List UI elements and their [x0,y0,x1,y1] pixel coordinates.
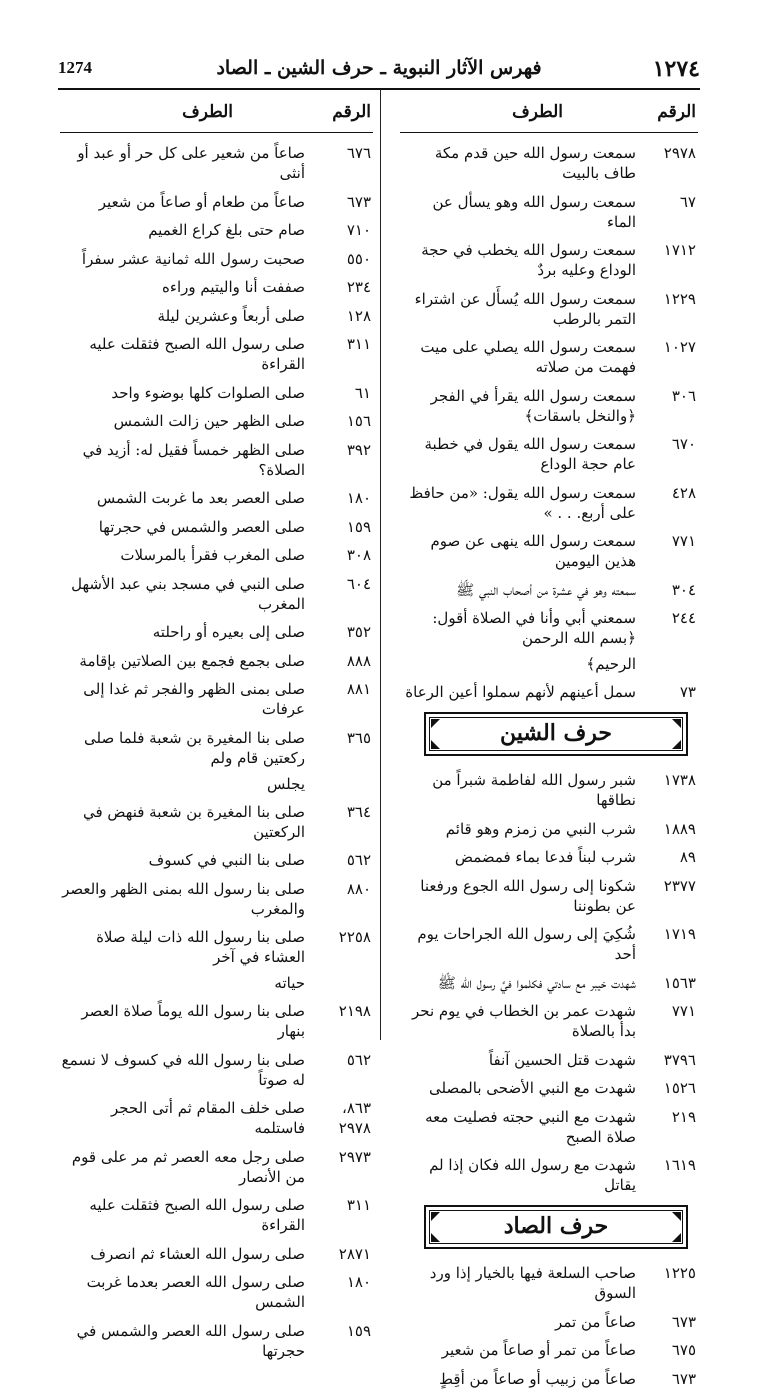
index-entry [400,608,698,674]
index-entry [60,192,373,212]
entry-text-wrap [60,1098,319,1138]
entry-number: ١٢٢٩ [663,289,696,308]
index-entry [60,879,373,919]
entry-text: صلى رسول الله العصر والشمس في حجرتها [76,1321,305,1360]
entry-text: صلى خلف المقام ثم أتى الحجر فاستلمه [110,1099,305,1137]
index-entry [60,850,373,870]
entry-number: ١٧٣٨ [663,771,696,789]
entry-number: ٣٦٥ [346,728,371,747]
entry-text-wrap [400,337,650,377]
entry-text: صلى الصلوات كلها بوضوء واحد [111,383,305,402]
entry-text-wrap [400,608,650,674]
index-entry [400,1050,698,1070]
entry-text: صلى رسول الله الصبح فثقلت عليه القراءة [89,335,305,373]
entry-text-wrap [400,240,650,280]
index-entry [60,249,373,269]
index-entry [60,143,373,183]
entry-text: سمعت رسول الله يقول في خطبة عام حجة الوداع [424,435,636,473]
index-entry [400,924,698,964]
entry-number: ١٨٨٩ [663,819,696,838]
entry-text: سمعت رسول الله يصلي على ميت فهمت من صلاته [420,338,636,376]
entry-text-wrap [400,580,650,600]
entry-number: ٣٠٦ [671,386,696,405]
entry-text-wrap [60,622,319,642]
entry-text-wrap [60,334,319,374]
right-entries-shin [400,770,698,1195]
entry-text-wrap [400,483,650,523]
index-entry [60,1195,373,1235]
entry-text-wrap [60,306,319,326]
entry-number: ٣١١ [346,1196,371,1214]
index-entry [400,337,698,377]
entry-text-wrap [60,1001,319,1041]
index-entry [400,819,698,839]
entry-number: ٨٨٨ [346,651,371,670]
index-entry [400,973,698,993]
entry-number: ٣٠٨ [346,546,371,564]
index-entry [400,1001,698,1041]
entry-text: صلى المغرب فقرأ بالمرسلات [120,546,305,564]
index-entry [400,1155,698,1195]
entry-number: ٥٥٠ [346,249,371,268]
index-entry [400,1340,698,1360]
entry-text-wrap [400,1001,650,1041]
index-entry [60,517,373,537]
entry-number: ٢١٩٨ [338,1002,371,1020]
entry-number: ٦٧٥ [671,1341,696,1359]
entry-text: صلى العصر والشمس في حجرتها [98,517,305,536]
column-divider [380,90,381,1040]
section-heading-sad [424,1205,688,1249]
entry-number: ٦٠٤ [346,574,371,593]
entry-text-continuation: الرحيم﴾ [586,655,636,673]
entry-number: ٣٧٩٦ [663,1050,696,1069]
entry-number: ٦٧٣ [346,192,371,211]
entry-text-wrap [60,143,319,183]
entry-number: ٣٩٢ [346,440,371,459]
entry-text: شهدت مع النبي الأضحى بالمصلى [429,1079,636,1097]
entry-text: سمعت رسول الله يُسأَل عن اشتراء التمر بالرطب [414,289,636,328]
entry-number: ١٨٠ [346,489,371,507]
entry-number: ٦٧٣ [671,1312,696,1331]
entry-text-continuation: حياته [274,974,305,992]
entry-text: صلى بنا النبي في كسوف [148,851,305,869]
entry-text-wrap [60,1244,319,1264]
entry-text: شهدت مع النبي حجته فصليت معه صلاة الصبح [425,1107,636,1146]
entry-number: ٧٧١ [671,1002,696,1020]
entry-number: ٢٩٧٨ [663,144,696,162]
header-rule [58,88,700,90]
index-entry [60,574,373,614]
entry-text-wrap [60,651,319,671]
entry-number: ١٧١٩ [663,925,696,943]
entry-text-wrap [400,531,650,571]
entry-text-wrap [60,1321,319,1361]
entry-text-continuation: يجلس [267,774,305,793]
running-title: فهرس الآثار النبوية ـ حرف الشين ـ الصاد [216,57,542,79]
page-header [58,56,700,88]
index-entry [60,802,373,842]
entry-text-wrap [60,277,319,297]
index-entry [400,682,698,702]
entry-text-wrap [60,1195,319,1235]
entry-number: ٢٣٤ [346,278,371,296]
entry-number: ٤٢٨ [671,483,696,502]
entry-text: صلى النبي في مسجد بني عبد الأشهل المغرب [71,574,305,613]
entry-number: ٦٧٣ [671,1369,696,1388]
section-title: حرف الصاد [503,1213,609,1239]
index-entry [60,1050,373,1090]
entry-text-wrap [60,411,319,431]
entry-text: سمعت رسول الله يقرأ في الفجر ﴿والنخل باسقات﴾ [430,386,636,425]
index-entry [400,531,698,571]
left-column-header [60,92,373,133]
entry-text: صلى بجمع فجمع بين الصلاتين بإقامة [79,651,305,670]
entry-number: ٣٥٢ [346,623,371,641]
entry-text: سمعت رسول الله يخطب في حجة الوداع وعليه بردٌ [421,241,636,279]
entry-text: صاعاً من تمر أو صاعاً من شعير [441,1341,636,1359]
index-entry [60,220,373,240]
index-entry [60,306,373,326]
entry-number: ٦١ [354,383,371,402]
index-entry [60,277,373,297]
entry-number: ١٨٠ [346,1273,371,1291]
index-entry [60,383,373,403]
entry-text: صلى بنا المغيرة بن شعبة فنهض في الركعتين [82,802,305,841]
index-entry [400,434,698,474]
index-entry [60,440,373,480]
entry-text-wrap [400,1107,650,1147]
entry-number: ٢١٩ [671,1107,696,1126]
index-entry [60,334,373,374]
entry-text-wrap [400,1312,650,1332]
entry-text: صلى الظهر خمساً فقيل له: أزيد في الصلاة؟ [82,440,305,479]
term-column-heading: الطرف [512,102,563,122]
entry-text: صحبت رسول الله ثمانية عشر سفراً [81,249,305,268]
entry-text-wrap [60,220,319,240]
entry-number: ٣٠٤ [671,580,696,599]
entry-text: صلى بنا رسول الله ذات ليلة صلاة العشاء في آخر [96,928,305,966]
entry-text-wrap [400,876,650,916]
right-column [400,92,698,1397]
entry-text-wrap [400,289,650,329]
entry-text: شرب لبناً فدعا بماء فمضمض [454,848,636,866]
entry-number: ١٥٢٦ [663,1079,696,1097]
index-entry [400,1107,698,1147]
entry-text: صاعاً من تمر [555,1312,636,1331]
entry-number: ٨٦٣، ٢٩٧٨ [338,1099,371,1137]
entry-text-wrap [60,488,319,508]
entry-text: شهدت مع رسول الله فكان إذا لم يقاتل [429,1156,636,1194]
entry-number: ٦٧٠ [671,435,696,453]
entry-number: ٢٣٧٧ [663,876,696,895]
entry-number: ١٢٢٥ [663,1264,696,1282]
page-number-arabic: ١٢٧٤ [652,56,700,82]
entry-text-wrap [60,850,319,870]
entry-text: سمل أعينهم لأنهم سملوا أعين الرعاة [405,683,636,701]
entry-text-wrap [60,728,319,794]
entry-text: صلى بنا رسول الله يوماً صلاة العصر بنهار [81,1002,305,1040]
index-entry [60,1147,373,1187]
entry-text-wrap [400,192,650,232]
left-entries [60,143,373,1361]
entry-text-wrap [400,1369,650,1389]
entry-text-wrap [60,1272,319,1312]
entry-text-wrap [60,927,319,993]
entry-text-wrap [400,143,650,183]
entry-text: صلى رجل معه العصر ثم مر على قوم من الأنصار [71,1147,305,1186]
index-entry [400,1369,698,1389]
entry-number: ٧١٠ [346,221,371,239]
entry-text-wrap [400,386,650,426]
entry-text: شبر رسول الله لفاطمة شبراً من نطاقها [432,771,636,809]
entry-text-wrap [400,1050,650,1070]
entry-text-wrap [60,879,319,919]
entry-text-wrap [400,1078,650,1098]
entry-text-wrap [400,1340,650,1360]
entry-number: ٦٧ [679,192,696,211]
entry-text-wrap [60,192,319,212]
entry-text-wrap [60,679,319,719]
entry-text-wrap [60,440,319,480]
entry-text-wrap [400,973,650,993]
index-entry [400,1078,698,1098]
entry-number: ٣٦٤ [346,802,371,821]
entry-number: ٥٦٢ [346,1050,371,1069]
entry-text-wrap [400,1263,650,1303]
entry-text: صلى بمنى الظهر والفجر ثم غدا إلى عرفات [83,680,305,718]
entry-text: شرب النبي من زمزم وهو قائم [445,819,636,838]
index-entry [400,289,698,329]
index-entry [400,1263,698,1303]
page-number-latin: 1274 [58,58,92,77]
entry-number: ١٦١٩ [663,1156,696,1174]
entry-text: صففت أنا واليتيم وراءه [162,278,305,296]
entry-number: ٢٨٧١ [338,1244,371,1263]
entry-text: صلى رسول الله العصر بعدما غربت الشمس [86,1273,305,1311]
index-entry [400,143,698,183]
index-entry [60,728,373,794]
index-entry [60,411,373,431]
index-entry [60,1321,373,1361]
index-entry [60,1098,373,1138]
index-entry [400,580,698,600]
index-entry [60,651,373,671]
index-entry [400,770,698,810]
entry-text: سمعته وهو في عشرة من أصحاب النبي ﷺ [456,580,636,599]
index-entry [60,1272,373,1312]
entry-text-wrap [60,1050,319,1090]
index-entry [60,488,373,508]
left-column [60,92,373,1369]
entry-number: ٢٩٧٣ [338,1147,371,1166]
entry-text: صاعاً من شعير على كل حر أو عبد أو أنثى [77,144,305,182]
entry-text-wrap [400,1155,650,1195]
index-entry [60,1244,373,1264]
index-entry [400,876,698,916]
entry-text: شكونا إلى رسول الله الجوع ورفعنا عن بطوننا [420,876,636,915]
entry-text: صلى الظهر حين زالت الشمس [113,412,305,430]
entry-text-wrap [60,1147,319,1187]
entry-text: صام حتى بلغ كراع الغميم [148,221,305,239]
entry-text-wrap [400,434,650,474]
entry-text: صلى رسول الله العشاء ثم انصرف [90,1244,305,1263]
entry-number: ٧٧١ [671,532,696,550]
entry-text: صاحب السلعة فيها بالخيار إذا ورد السوق [429,1264,636,1302]
entry-number: ١٥٦٣ [663,973,696,992]
entry-text-wrap [60,545,319,565]
entry-text-wrap [400,819,650,839]
entry-text: شهدت قتل الحسين آنفاً [488,1050,636,1069]
entry-text-wrap [400,770,650,810]
index-entry [60,545,373,565]
right-column-header [400,92,698,133]
entry-text: صاعاً من زبيب أو صاعاً من أقِطٍ [439,1369,636,1388]
term-column-heading: الطرف [182,102,233,122]
entry-number: ٢٤٤ [671,609,696,627]
entry-number: ٨٨١ [346,680,371,698]
index-entry [400,483,698,523]
entry-text: صلى بنا المغيرة بن شعبة فلما صلى ركعتين قام ولم [84,728,305,767]
entry-text: صلى أربعاً وعشرين ليلة [157,306,305,325]
entry-number: ٨٩ [679,848,696,866]
index-entry [60,679,373,719]
entry-number: ٣١١ [346,335,371,353]
index-entry [60,622,373,642]
entry-number: ١٧١٢ [663,241,696,259]
entry-text-wrap [400,847,650,867]
entry-number: ٢٢٥٨ [338,928,371,946]
index-entry [400,240,698,280]
entry-text: صلى رسول الله الصبح فثقلت عليه القراءة [89,1196,305,1234]
entry-text: صاعاً من طعام أو صاعاً من شعير [98,192,305,211]
entry-text: سمعت رسول الله وهو يسأل عن الماء [432,192,636,231]
index-entry [400,1312,698,1332]
entry-text-wrap [60,574,319,614]
entry-number: ٧٣ [679,683,696,701]
index-entry [400,386,698,426]
section-title: حرف الشين [499,720,613,746]
entry-text-wrap [400,924,650,964]
number-column-heading: الرقم [332,102,371,122]
entry-text: صلى بنا رسول الله بمنى الظهر والعصر والمغرب [62,879,305,918]
section-heading-shin [424,712,688,756]
entry-text: شُكِيَ إلى رسول الله الجراحات يوم أحد [417,925,636,963]
entry-text: سمعني أبي وأنا في الصلاة أقول: ﴿بسم الله الرحمن [432,609,636,647]
entry-text: صلى بنا رسول الله في كسوف لا نسمع له صوتاً [61,1050,305,1089]
entry-text-wrap [60,383,319,403]
entry-number: ١٥٩ [346,1321,371,1340]
entry-text-wrap [60,517,319,537]
entry-text-wrap [400,682,650,702]
entry-text-wrap [60,802,319,842]
entry-number: ٥٦٢ [346,851,371,869]
index-entry [400,847,698,867]
entry-text: صلى العصر بعد ما غربت الشمس [96,489,305,507]
entry-text: سمعت رسول الله حين قدم مكة طاف بالبيت [434,144,636,182]
entry-text: سمعت رسول الله ينهى عن صوم هذين اليومين [430,532,636,570]
number-column-heading: الرقم [657,102,696,122]
entry-text-wrap [60,249,319,269]
index-entry [60,927,373,993]
entry-number: ١٥٩ [346,517,371,536]
entry-number: ١٥٦ [346,412,371,430]
entry-number: ١٢٨ [346,306,371,325]
index-entry [60,1001,373,1041]
entry-text: شهدت عمر بن الخطاب في يوم نحر بدأ بالصلاة [411,1002,636,1040]
entry-number: ٦٧٦ [346,144,371,162]
entry-text: سمعت رسول الله يقول: «من حافظ على أربع. . . » [409,483,636,522]
right-entries-sad [400,1263,698,1389]
entry-text: شهدت خيبر مع سادتي فكلموا فيَّ رسول الله ﷺ [437,973,636,992]
entry-text: صلى إلى بعيره أو راحلته [152,623,305,641]
entry-number: ١٠٢٧ [663,338,696,356]
index-entry [400,192,698,232]
right-entries-top [400,143,698,702]
entry-number: ٨٨٠ [346,879,371,898]
